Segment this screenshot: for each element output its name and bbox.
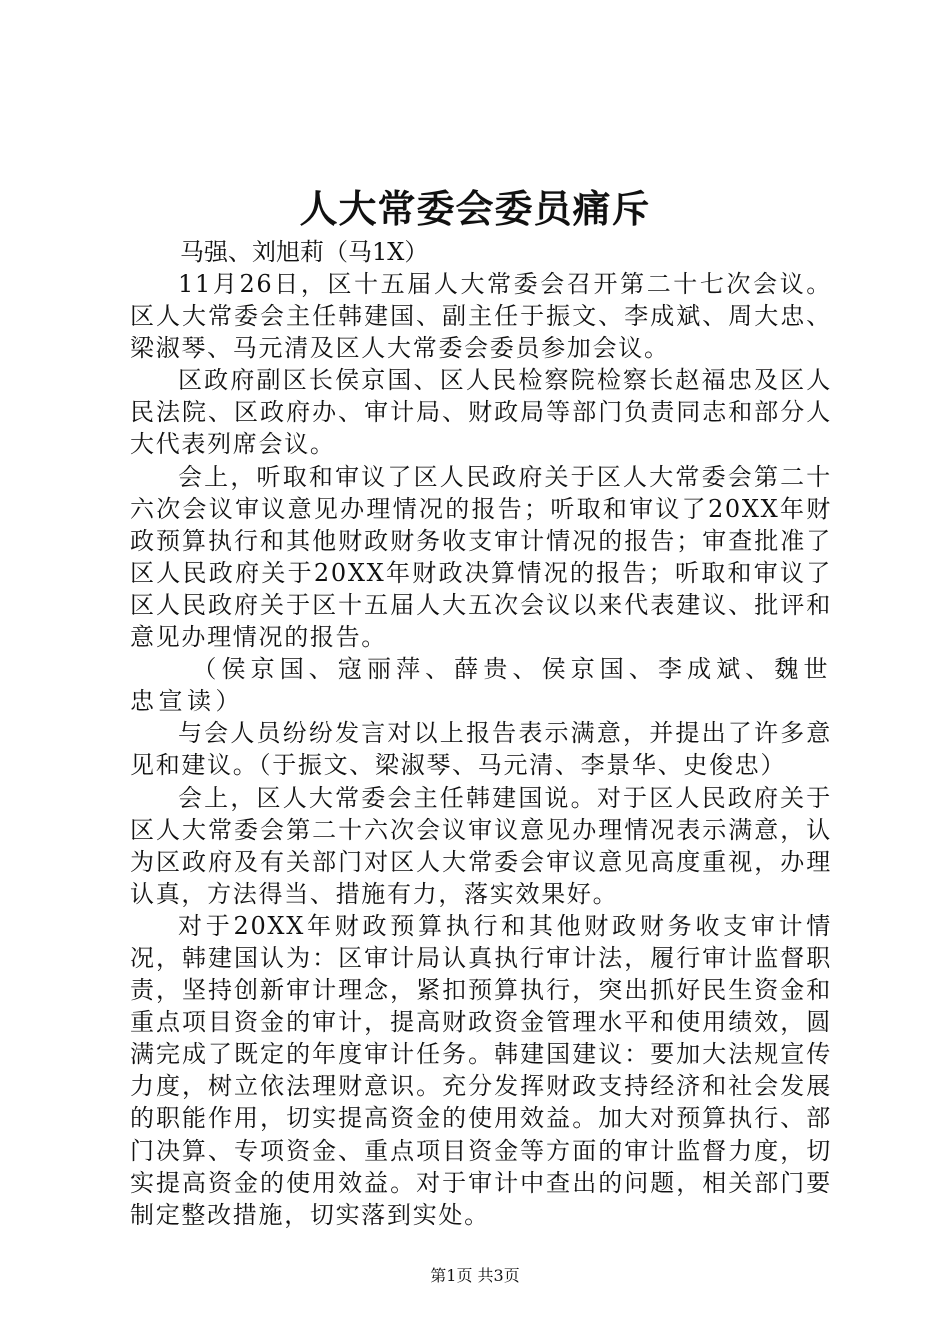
document-byline: 马强、刘旭莉（马1X） — [180, 238, 429, 266]
paragraph: 11月26日，区十五届人大常委会召开第二十七次会议。区人大常委会主任韩建国、副主任于振文、李成斌、周大忠、梁淑琴、马元清及区人大常委会委员参加会议。 — [130, 270, 832, 363]
paragraph: 会上，区人大常委会主任韩建国说。对于区人民政府关于区人大常委会第二十六次会议审议意见办理情况表示满意，认为区政府及有关部门对区人大常委会审议意见高度重视，办理认真，方法得当、措施有力，落实效果好。 — [130, 783, 832, 908]
page-footer: 第1页 共3页 — [430, 1266, 520, 1285]
paragraph: 对于20XX年财政预算执行和其他财政财务收支审计情况，韩建国认为：区审计局认真执行审计法，履行审计监督职责，坚持创新审计理念，紧扣预算执行，突出抓好民生资金和重点项目资金的审计，提高财政资金管理水平和使用绩效，圆满完成了既定的年度审计任务。韩建国建议：要加大法规宣传力度，树立依法理财意识。充分发挥财政支持经济和社会发展的职能作用，切实提高资金的使用效益。加大对预算执行、部门决算、专项资金、重点项目资金等方面的审计监督力度，切实提高资金的使用效益。对于审计中查出的问题，相关部门要制定整改措施，切实落到实处。 — [130, 911, 832, 1229]
paragraph: 区政府副区长侯京国、区人民检察院检察长赵福忠及区人民法院、区政府办、审计局、财政局等部门负责同志和部分人大代表列席会议。 — [130, 366, 832, 459]
document-title: 人大常委会委员痛斥 — [299, 186, 651, 231]
paragraph: 会上，听取和审议了区人民政府关于区人大常委会第二十六次会议审议意见办理情况的报告；听取和审议了20XX年财政预算执行和其他财政财务收支审计情况的报告；审查批准了区人民政府关于20XX年财政决算情况的报告；听取和审议了区人民政府关于区十五届人大五次会议以来代表建议、批评和意见办理情况的报告。 — [130, 462, 832, 652]
document-body — [130, 268, 832, 1231]
paragraph: 与会人员纷纷发言对以上报告表示满意，并提出了许多意见和建议。（于振文、梁淑琴、马元清、李景华、史俊忠） — [130, 719, 832, 780]
paragraph-note: （侯京国、寇丽萍、薛贵、侯京国、李成斌、魏世忠宣读） — [130, 655, 832, 716]
